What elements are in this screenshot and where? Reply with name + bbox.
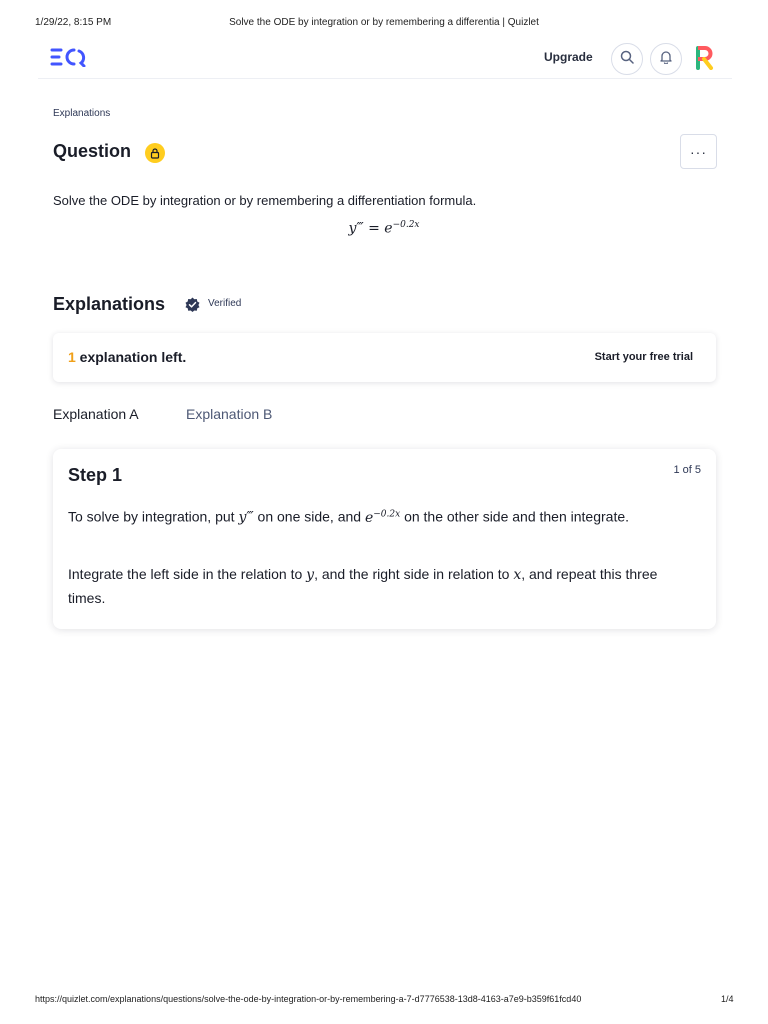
user-avatar[interactable]	[695, 46, 715, 70]
explanations-left-count: 1	[68, 349, 76, 365]
print-url: https://quizlet.com/explanations/questions/solve-the-ode-by-integration-or-by-remembering-a-7-d7776538-13d8-4163-a7e9-b359f61fcd40	[35, 994, 582, 1004]
question-title: Question	[53, 141, 132, 161]
print-datetime: 1/29/22, 8:15 PM	[35, 17, 112, 28]
step-paragraph-1: To solve by integration, put y‴ on one side, and $e^{-0.2x}$ on the other side and then integrate.	[68, 508, 630, 526]
question-formula: y‴ = $e^{-0.2x}$	[348, 220, 420, 237]
tab-explanation-a[interactable]: Explanation A	[53, 406, 139, 422]
step-paragraph-2: Integrate the left side in the relation to y, and the right side in relation to x, and repeat this three times.	[68, 566, 658, 606]
print-page-number: 1/4	[721, 994, 734, 1004]
verified-badge-icon	[185, 297, 200, 312]
step-card	[53, 449, 716, 629]
search-icon	[620, 50, 634, 69]
tab-explanation-b[interactable]: Explanation B	[186, 406, 273, 422]
explanations-title: Explanations	[53, 294, 166, 314]
explanations-left-text: 1 explanation left.	[68, 349, 187, 365]
start-free-trial-button[interactable]: Start your free trial	[594, 351, 693, 363]
step-title: Step 1	[68, 465, 123, 485]
question-text: Solve the ODE by integration or by remembering a differentiation formula.	[53, 193, 477, 208]
print-page-title: Solve the ODE by integration or by remembering a differentia | Quizlet	[229, 17, 539, 28]
more-options-button[interactable]: ···	[680, 134, 717, 169]
lock-icon	[145, 143, 165, 163]
print-header	[0, 17, 768, 31]
print-footer	[0, 994, 768, 1008]
free-trial-card	[53, 333, 716, 382]
quizlet-logo-icon[interactable]	[50, 47, 88, 67]
step-counter: 1 of 5	[673, 464, 701, 476]
search-button[interactable]	[611, 43, 643, 75]
upgrade-link[interactable]: Upgrade	[544, 50, 593, 64]
top-navbar	[38, 40, 732, 79]
verified-label: Verified	[208, 298, 242, 309]
bell-icon	[659, 50, 673, 69]
notifications-button[interactable]	[650, 43, 682, 75]
breadcrumb[interactable]: Explanations	[53, 108, 111, 119]
